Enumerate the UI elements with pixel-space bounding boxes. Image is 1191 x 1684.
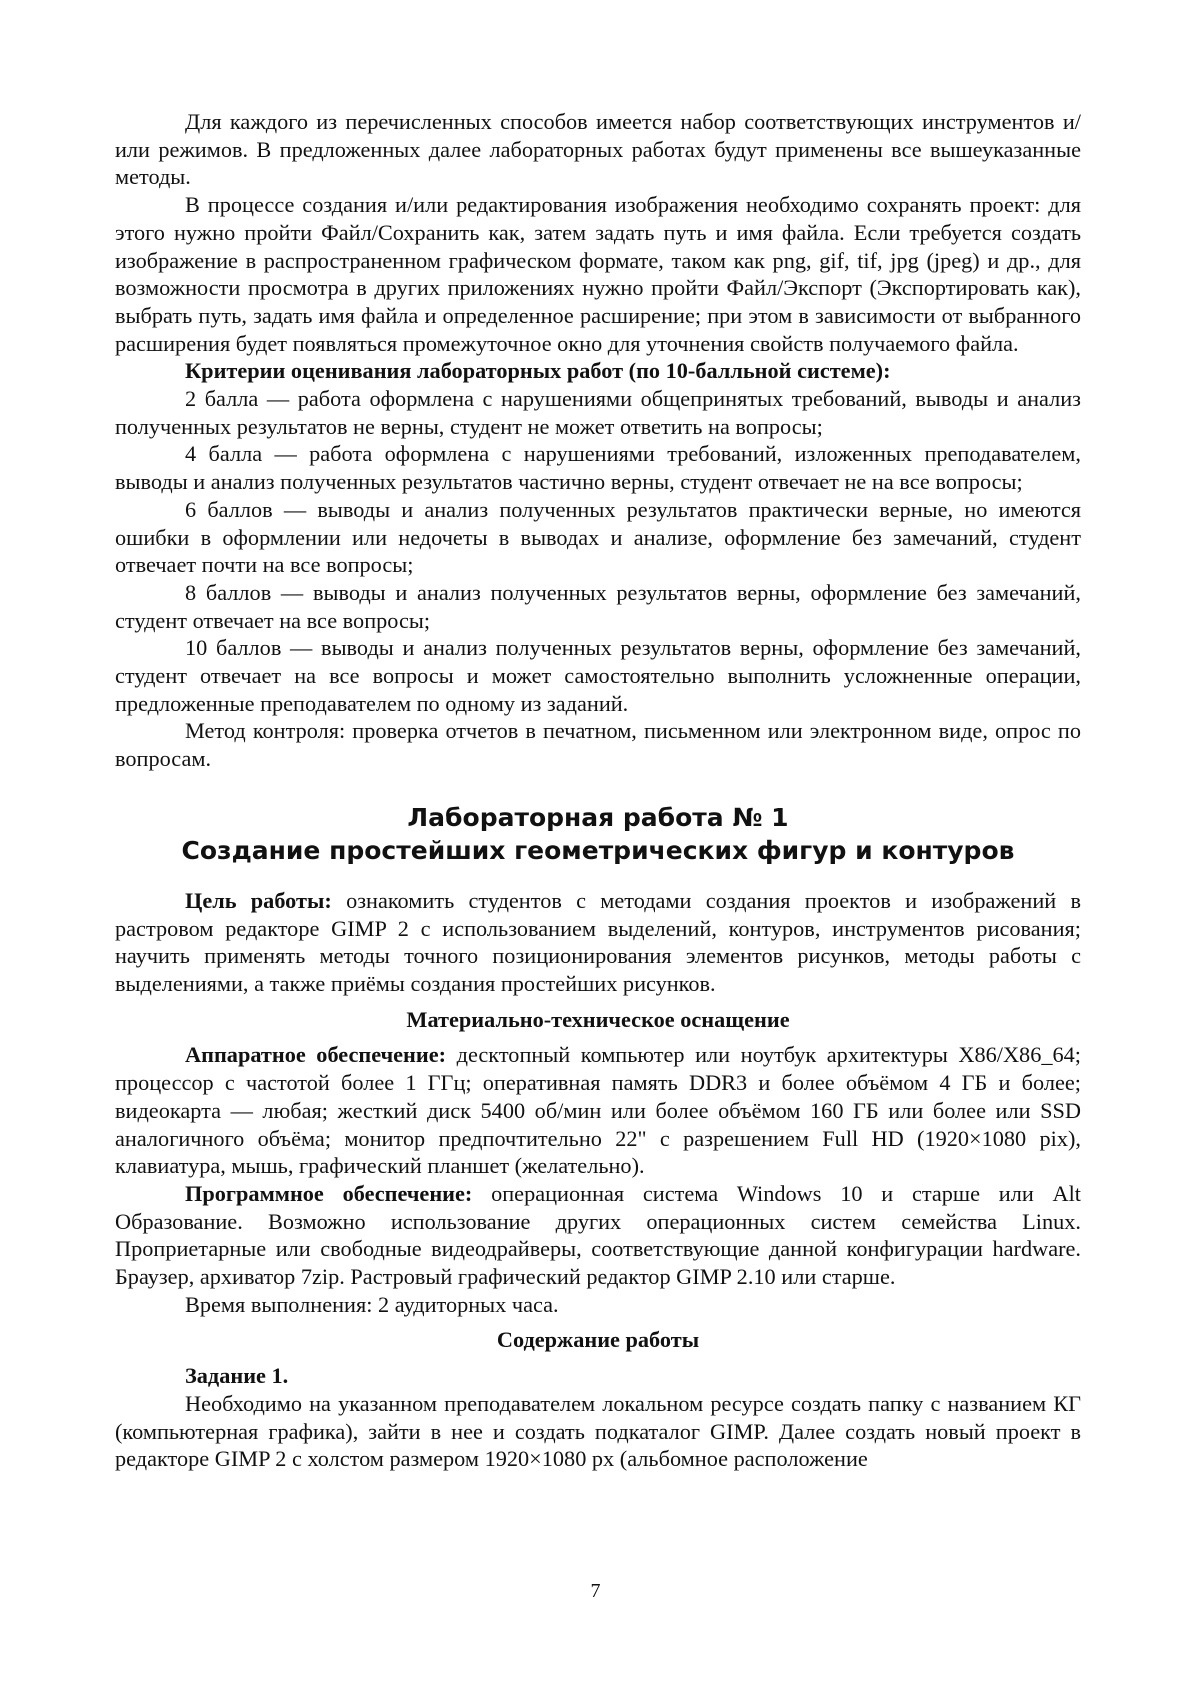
goal-paragraph <box>115 887 1081 998</box>
intro-paragraph: Для каждого из перечисленных способов имеется набор соответствующих инструментов и/или режимов. В предложенных далее лабораторных работах будут применены все вышеуказанные методы. <box>115 109 1081 190</box>
criteria-item: 2 балла — работа оформлена с нарушениями общепринятых требований, выводы и анализ полученных результатов не верны, студент не может ответить на вопросы; <box>115 386 1081 439</box>
goal-text: ознакомить студентов с методами создания проектов и изображений в растровом редакторе GIMP 2 с использованием выделений, контуров, инструментов рисования; научить применять методы точного позиционирования элементов рисунков, методы работы с выделениями, а также приёмы создания простейших рисунков. <box>115 887 1081 996</box>
equipment-heading: Материально-техническое оснащение <box>406 1006 790 1032</box>
page-number: 7 <box>590 1580 601 1602</box>
criteria-item: 4 балла — работа оформлена с нарушениями требований, изложенных преподавателем, выводы и анализ полученных результатов частично верны, студент отвечает не на все вопросы; <box>115 441 1081 495</box>
hardware-paragraph <box>115 1041 1081 1180</box>
task1-paragraph: Необходимо на указанном преподавателем локальном ресурсе создать папку с названием КГ (компьютерная графика), зайти в нее и создать подкаталог GIMP. Далее создать новый проект в редакторе GIMP 2 с холстом размером 1920×1080 px (альбомное расположение <box>115 1390 1081 1472</box>
content-heading: Содержание работы <box>496 1327 700 1353</box>
lab-heading <box>115 801 1081 867</box>
criteria-item: 6 баллов — выводы и анализ полученных результатов практически верные, но имеются ошибки в оформлении или недочеты в выводах и анализе, оформление без замечаний, студент отвечает почти на все вопросы; <box>115 496 1081 578</box>
criteria-item: 10 баллов — выводы и анализ полученных результатов верны, оформление без замечаний, студент отвечает на все вопросы и может самостоятельно выполнить усложненные операции, предложенные преподавателем по одному из заданий. <box>115 635 1081 716</box>
task1-title: Задание 1. <box>185 1363 289 1389</box>
software-text: операционная система Windows 10 и старше или Alt Образование. Возможно использование других операционных систем семейства Linux. Проприетарные или свободные видеодрайверы, соответствующие данной конфигурации hardware. Браузер, архиватор 7zip. Растровый графический редактор GIMP 2.10 или старше. <box>115 1180 1082 1290</box>
hardware-text: десктопный компьютер или ноутбук архитектуры X86/X86_64; процессор с частотой более 1 ГГц; оперативная память DDR3 и более объёмом 4 ГБ и более; видеокарта — любая; жесткий диск 5400 об/мин или более объёмом 160 ГБ или более или SSD аналогичного объёма; монитор предпочтительно 22" с разрешением Full HD (1920×1080 pix), клавиатура, мышь, графический планшет (желательно). <box>115 1042 1081 1179</box>
criteria-title: Критерии оценивания лабораторных работ (по 10-балльной системе): <box>185 358 891 384</box>
page-content <box>115 108 1081 1473</box>
goal-label: Цель работы: <box>185 887 332 913</box>
lab-subtitle: Создание простейших геометрических фигур и контуров <box>181 835 1015 865</box>
software-label: Программное обеспечение: <box>185 1180 473 1206</box>
time-paragraph: Время выполнения: 2 аудиторных часа. <box>185 1291 559 1317</box>
control-method: Метод контроля: проверка отчетов в печатном, письменном или электронном виде, опрос по вопросам. <box>115 718 1081 772</box>
hardware-label: Аппаратное обеспечение: <box>185 1042 447 1068</box>
software-paragraph <box>115 1180 1081 1291</box>
criteria-item: 8 баллов — выводы и анализ полученных результатов верны, оформление без замечаний, студент отвечает на все вопросы; <box>115 579 1081 633</box>
lab-title: Лабораторная работа № 1 <box>407 802 789 832</box>
save-paragraph: В процессе создания и/или редактирования изображения необходимо сохранять проект: для этого нужно пройти Файл/Сохранить как, затем задать путь и имя файла. Если требуется создать изображение в распространенном графическом формате, таком как png, gif, tif, jpg (jpeg) и др., для возможности просмотра в других приложениях нужно пройти Файл/Экспорт (Экспортировать как), выбрать путь, задать имя файла и определенное расширение; при этом в зависимости от выбранного расширения будет появляться промежуточное окно для уточнения свойств получаемого файла. <box>115 192 1081 356</box>
